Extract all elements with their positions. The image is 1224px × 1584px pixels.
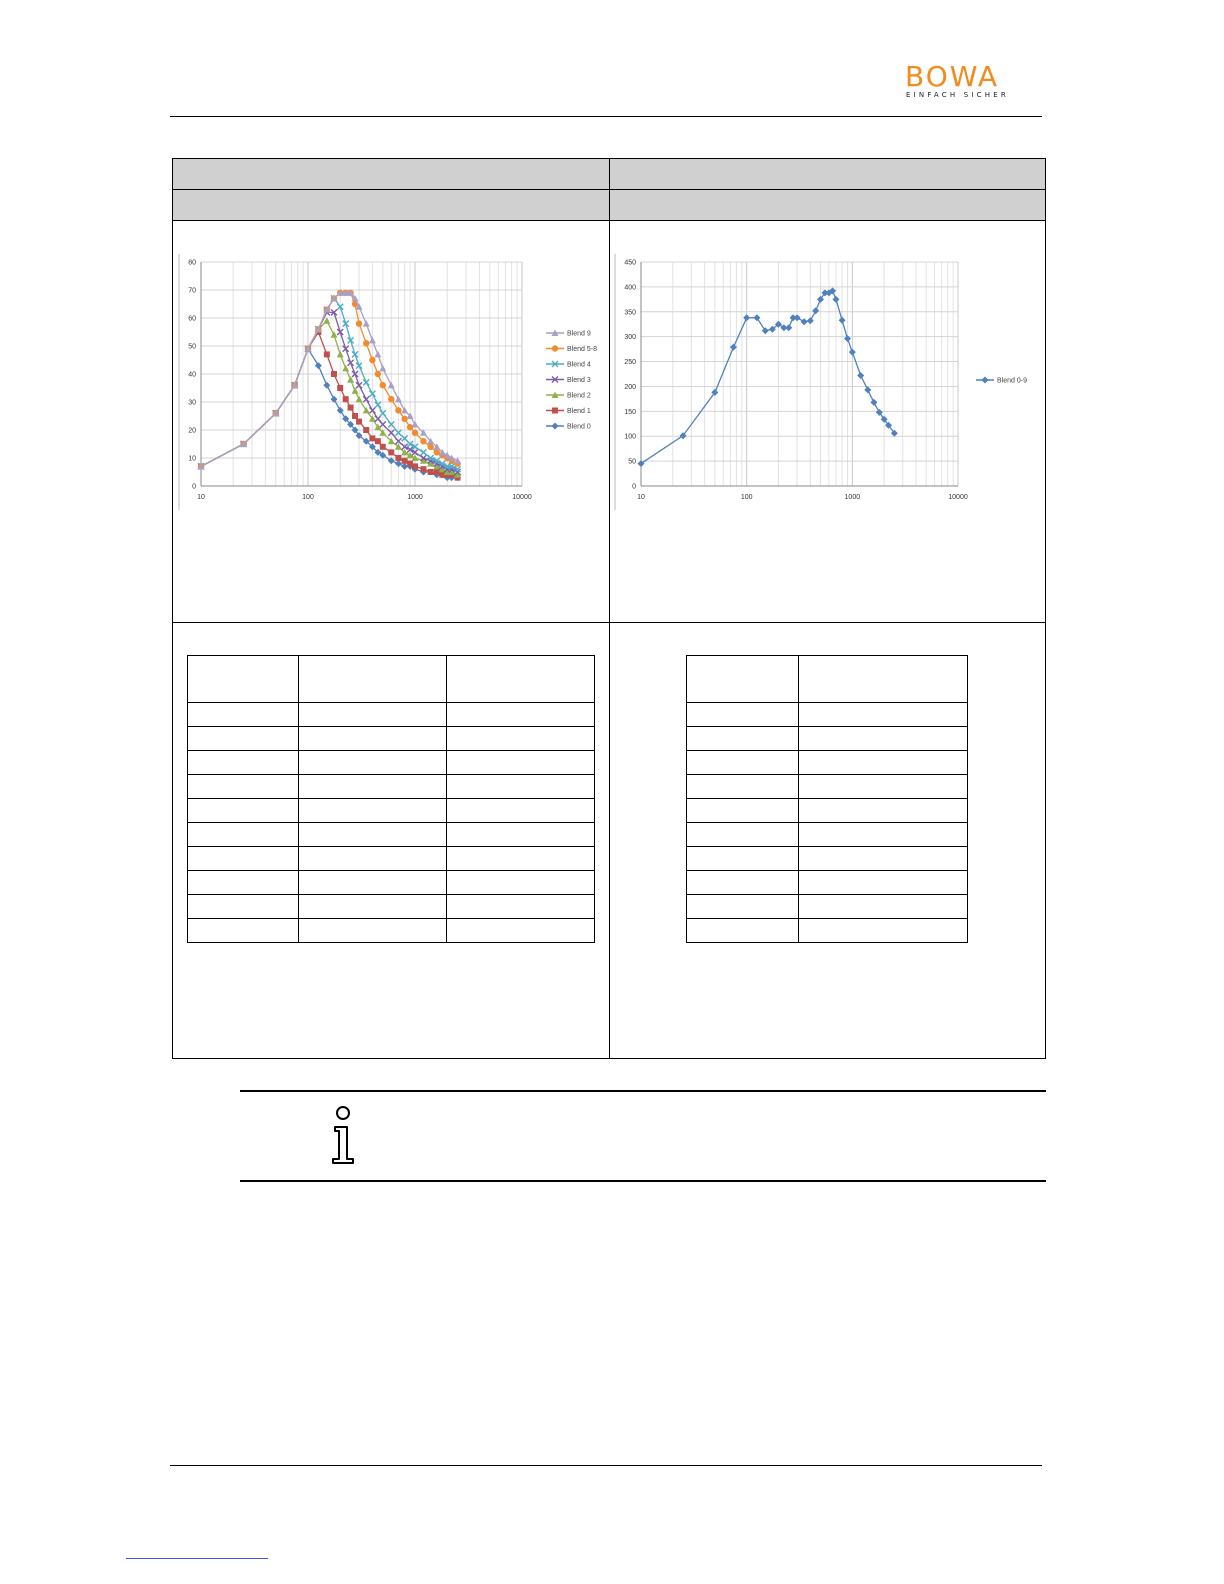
footer-rule [170, 1465, 1042, 1466]
bowa-logo [905, 62, 1041, 102]
data-point [352, 413, 358, 419]
y-tick-label: 80 [188, 259, 196, 267]
legend-item-blend-1 [546, 408, 591, 416]
table-cell [798, 703, 967, 727]
header-cell-right-2 [609, 189, 1046, 221]
data-point [428, 469, 434, 475]
table-cell [446, 727, 594, 751]
table-row [687, 799, 968, 823]
table-cell [299, 775, 446, 799]
logo-wordmark: BOWA [905, 60, 1000, 93]
legend-swatch-marker [552, 345, 558, 351]
table-cell [188, 919, 299, 943]
power-curve-chart-blend [178, 250, 604, 512]
data-point [395, 460, 402, 467]
table-cell [446, 751, 594, 775]
table-cell [798, 871, 967, 895]
note-bottom-rule [240, 1180, 1046, 1182]
y-tick-label: 350 [624, 309, 636, 317]
y-tick-label: 0 [192, 483, 196, 491]
table-row [687, 775, 968, 799]
series-line [641, 291, 894, 464]
header-cell-left-2 [172, 189, 610, 221]
data-point [388, 382, 395, 389]
data-point [374, 351, 381, 358]
table-cell [188, 895, 299, 919]
y-tick-label: 30 [188, 399, 196, 407]
table-row [188, 703, 595, 727]
series-blend-0-9 [638, 287, 898, 467]
x-tick-label: 100 [302, 494, 314, 501]
table-cell [687, 751, 799, 775]
data-point [375, 402, 381, 408]
data-point [395, 407, 401, 413]
table-cell [798, 895, 967, 919]
table-cell [299, 703, 446, 727]
y-tick-label: 70 [188, 287, 196, 295]
table-cell [687, 823, 799, 847]
data-point [369, 435, 375, 441]
table-cell [798, 919, 967, 943]
table-cell [446, 847, 594, 871]
table-cell [299, 919, 446, 943]
y-tick-label: 20 [188, 427, 196, 435]
data-point [427, 444, 433, 450]
table-cell [188, 727, 299, 751]
table-cell [299, 823, 446, 847]
footer-link-underline [126, 1558, 268, 1559]
data-point [434, 449, 440, 455]
table-cell [188, 799, 299, 823]
table-cell [299, 799, 446, 823]
data-point [363, 407, 370, 414]
legend-swatch-marker [982, 377, 989, 384]
data-point [420, 449, 426, 455]
table-header-cell [798, 656, 967, 703]
table-row [687, 847, 968, 871]
table-cell [687, 847, 799, 871]
data-point [832, 296, 839, 303]
legend-swatch-marker [552, 423, 559, 430]
data-point [785, 324, 792, 331]
data-point [352, 387, 359, 394]
table-cell [446, 919, 594, 943]
data-point [347, 376, 354, 383]
legend-label: Blend 3 [567, 377, 591, 384]
data-point [363, 396, 369, 402]
y-tick-label: 300 [624, 334, 636, 342]
table-cell [446, 703, 594, 727]
table-header-cell [299, 656, 446, 703]
data-point [849, 349, 856, 356]
legend-label: Blend 9 [567, 330, 591, 338]
note-top-rule [240, 1090, 1046, 1092]
y-tick-label: 40 [188, 371, 196, 379]
table-cell [798, 751, 967, 775]
data-point [839, 317, 846, 324]
gridlines [201, 262, 522, 486]
y-tick-label: 50 [628, 458, 636, 466]
data-point [870, 399, 877, 406]
y-tick-label: 10 [188, 455, 196, 463]
data-point [356, 396, 363, 403]
voltage-curve-chart-blend-0-9 [614, 250, 1042, 512]
data-point [337, 385, 343, 391]
table-cell [299, 895, 446, 919]
y-tick-label: 400 [624, 284, 636, 292]
data-point [363, 379, 369, 385]
gridlines [641, 262, 958, 486]
series-line [201, 298, 458, 469]
y-tick-label: 100 [624, 433, 636, 441]
table-row [188, 895, 595, 919]
x-tick-label: 10000 [512, 494, 532, 501]
legend-item-blend-0-9 [976, 377, 1027, 385]
table-row [687, 919, 968, 943]
table-cell [798, 847, 967, 871]
table-cell [446, 895, 594, 919]
data-point [348, 405, 354, 411]
table-cell [299, 847, 446, 871]
table-cell [188, 775, 299, 799]
data-point [363, 320, 370, 327]
table-cell [798, 775, 967, 799]
data-point [331, 331, 338, 338]
table-row [188, 847, 595, 871]
series-line [201, 293, 458, 467]
table-row [687, 727, 968, 751]
legend-label: Blend 5-8 [567, 346, 597, 353]
data-point [395, 455, 401, 461]
data-point [380, 444, 386, 450]
table-cell [188, 871, 299, 895]
legend-swatch-marker [552, 408, 558, 414]
header-cell-right-1 [609, 158, 1046, 190]
series-blend-5-8 [198, 290, 461, 470]
legend-item-blend-3 [546, 377, 591, 385]
data-point [348, 360, 354, 366]
table-row [687, 703, 968, 727]
legend-label: Blend 4 [567, 361, 591, 369]
table-cell [188, 703, 299, 727]
data-point [412, 421, 419, 428]
table-cell [687, 727, 799, 751]
legend-item-blend-2 [546, 392, 591, 400]
series-line [201, 293, 458, 467]
data-point [356, 320, 362, 326]
table-row [687, 895, 968, 919]
y-tick-label: 50 [188, 343, 196, 351]
series-line [201, 321, 458, 475]
data-point [324, 351, 330, 357]
table-row [687, 871, 968, 895]
data-point [794, 314, 801, 321]
y-tick-label: 0 [632, 483, 636, 491]
legend [546, 330, 597, 431]
legend-item-blend-4 [546, 361, 591, 369]
data-point [375, 371, 381, 377]
table-cell [299, 871, 446, 895]
table-cell [188, 751, 299, 775]
table-cell [687, 775, 799, 799]
table-cell [687, 799, 799, 823]
data-point [315, 362, 322, 369]
table-cell [446, 871, 594, 895]
data-point [375, 416, 381, 422]
logo-tagline: EINFACH SICHER [906, 91, 1009, 99]
table-header-row [188, 656, 595, 703]
data-point [380, 382, 386, 388]
table-cell [188, 847, 299, 871]
table-row [188, 919, 595, 943]
legend-item-blend-0 [546, 423, 591, 431]
legend-item-blend-9 [546, 330, 591, 338]
table-cell [687, 871, 799, 895]
legend-label: Blend 0 [567, 423, 591, 431]
x-tick-label: 1000 [844, 494, 861, 501]
table-cell [798, 799, 967, 823]
data-point [369, 337, 376, 344]
data-point [337, 351, 344, 358]
data-point [762, 327, 769, 334]
table-row [188, 751, 595, 775]
table-cell [798, 727, 967, 751]
table-row [188, 823, 595, 847]
table-cell [687, 919, 799, 943]
data-point [753, 314, 760, 321]
data-point [743, 314, 750, 321]
table-row [188, 727, 595, 751]
table-cell [446, 775, 594, 799]
data-point [323, 382, 330, 389]
data-point [388, 396, 394, 402]
data-point [801, 318, 808, 325]
data-table-right [686, 655, 968, 943]
data-point [420, 466, 426, 472]
y-tick-label: 150 [624, 408, 636, 416]
data-point [331, 371, 337, 377]
table-cell [446, 823, 594, 847]
data-point [412, 430, 418, 436]
table-header-row [687, 656, 968, 703]
legend-label: Blend 2 [567, 392, 591, 400]
data-point [363, 427, 369, 433]
header-rule [170, 116, 1042, 117]
y-tick-label: 200 [624, 383, 636, 391]
x-tick-label: 10000 [948, 494, 968, 501]
data-point [857, 372, 864, 379]
y-tick-label: 450 [624, 259, 636, 267]
legend-label: Blend 1 [567, 408, 591, 415]
x-tick-label: 10 [637, 494, 645, 501]
data-point [395, 396, 402, 403]
series-line [201, 312, 458, 472]
data-point [420, 438, 426, 444]
table-cell [798, 823, 967, 847]
data-point [375, 438, 381, 444]
table-cell [299, 751, 446, 775]
data-point [730, 344, 737, 351]
table-row [188, 775, 595, 799]
data-point [807, 317, 814, 324]
table-cell [687, 895, 799, 919]
table-cell [188, 823, 299, 847]
data-point [337, 407, 344, 414]
x-tick-label: 1000 [407, 494, 423, 501]
table-row [188, 871, 595, 895]
table-header-cell [687, 656, 799, 703]
y-tick-label: 250 [624, 359, 636, 367]
table-cell [687, 703, 799, 727]
data-point [379, 365, 386, 372]
y-tick-label: 60 [188, 315, 196, 323]
x-tick-label: 100 [740, 494, 753, 501]
data-point [401, 407, 408, 414]
table-row [687, 751, 968, 775]
data-point [363, 340, 369, 346]
data-point [864, 386, 871, 393]
table-header-cell [188, 656, 299, 703]
data-point [388, 449, 394, 455]
table-row [687, 823, 968, 847]
x-tick-label: 10 [197, 494, 205, 501]
legend-label: Blend 0-9 [997, 377, 1027, 385]
header-cell-left-1 [172, 158, 610, 190]
data-table-left [187, 655, 595, 943]
table-header-cell [446, 656, 594, 703]
legend [976, 377, 1027, 385]
data-point [402, 458, 408, 464]
table-cell [446, 799, 594, 823]
table-row [188, 799, 595, 823]
data-point [356, 419, 362, 425]
info-icon [326, 1105, 360, 1167]
data-point [369, 357, 375, 363]
table-cell [299, 727, 446, 751]
legend-item-blend-5-8 [546, 345, 597, 353]
data-point [343, 396, 349, 402]
data-point [412, 463, 418, 469]
data-point [812, 307, 819, 314]
data-point [817, 296, 824, 303]
